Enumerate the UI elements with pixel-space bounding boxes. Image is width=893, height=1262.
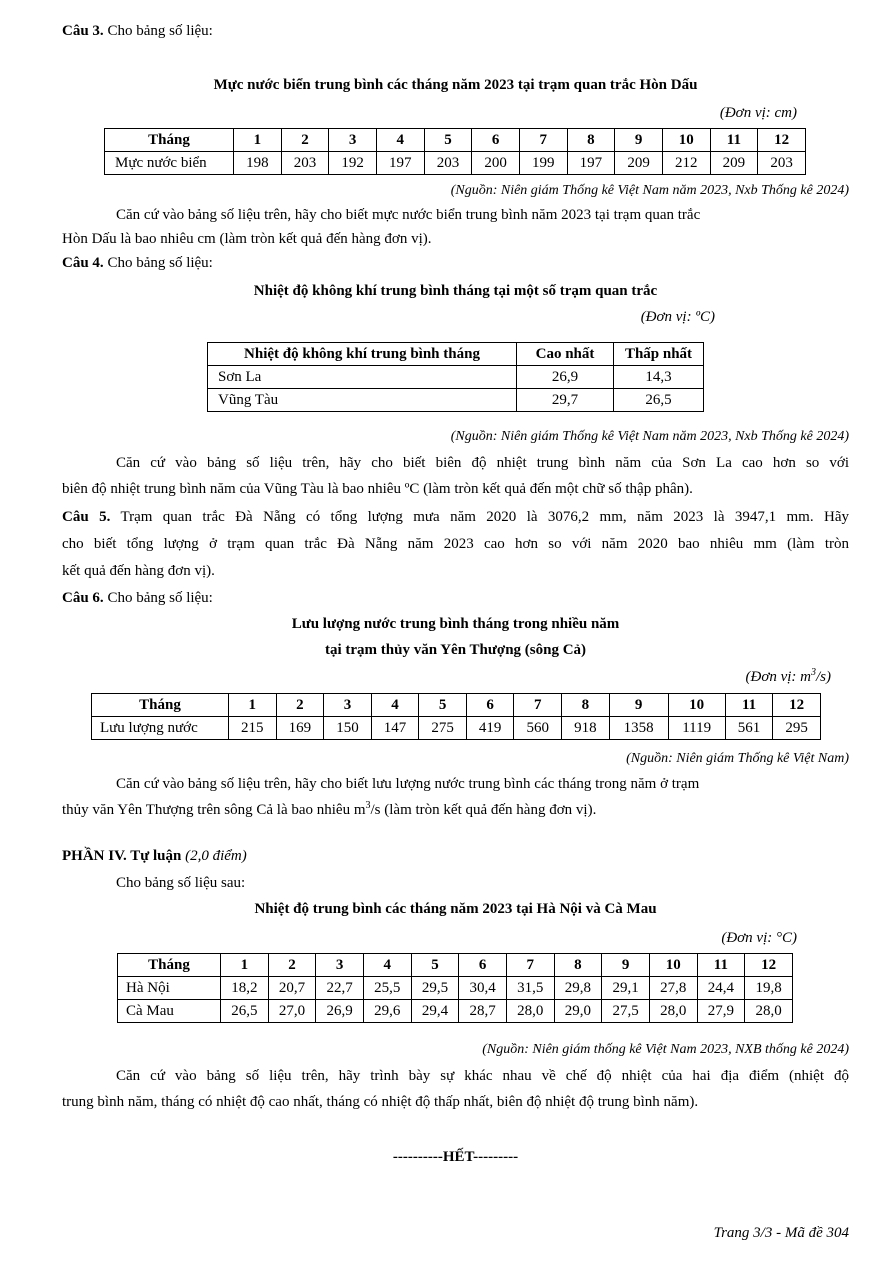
month-header: 5 [424, 129, 472, 152]
page-footer: Trang 3/3 - Mã đề 304 [713, 1225, 849, 1241]
table-cell: 26,5 [221, 1000, 269, 1023]
month-header: 9 [615, 129, 663, 152]
month-header: 5 [419, 694, 467, 717]
month-header: 1 [221, 954, 269, 977]
table-cell: 209 [615, 152, 663, 175]
table-cell: 28,7 [459, 1000, 507, 1023]
q3-intro: Cho bảng số liệu: [107, 23, 213, 39]
month-header: 9 [609, 694, 668, 717]
q4-table [207, 342, 704, 412]
table-cell: 203 [281, 152, 329, 175]
q5-line2: cho biết tổng lượng ở trạm quan trắc Đà Nẵng năm 2023 cao hơn so với năm 2020 bao nhiêu mm (làm tròn [62, 536, 849, 552]
q4-row-vungtau [208, 389, 704, 412]
q4-header-row [208, 343, 704, 366]
q3-title: Mực nước biển trung bình các tháng năm 2023 tại trạm quan trắc Hòn Dấu [213, 77, 698, 93]
q5-text1: Trạm quan trắc Đà Nẵng có tổng lượng mưa năm 2020 là 3076,2 mm, năm 2023 là 3947,1 mm. Hãy [120, 509, 849, 525]
table-cell: 1358 [609, 717, 668, 740]
part4-unit: (Đơn vị: °C) [721, 930, 797, 946]
table-cell: 192 [329, 152, 377, 175]
part4-header-label: Tháng [118, 954, 221, 977]
table-cell: 29,6 [363, 1000, 411, 1023]
table-cell: 197 [567, 152, 615, 175]
q3-label: Câu 3. [62, 23, 104, 39]
part4-label: PHẦN IV. Tự luận [62, 848, 182, 864]
part4-source: (Nguồn: Niên giám thống kê Việt Nam 2023, NXB thống kê 2024) [482, 1042, 849, 1057]
month-header: 5 [411, 954, 459, 977]
q4-row-low: 14,3 [614, 366, 704, 389]
month-header: 8 [554, 954, 602, 977]
q6-title-line1: Lưu lượng nước trung bình tháng trong nhiều năm [291, 616, 620, 632]
q6-value-row [92, 717, 821, 740]
q4-unit: (Đơn vị: ºC) [640, 309, 715, 325]
month-header: 4 [371, 694, 419, 717]
month-header: 11 [725, 694, 773, 717]
q6-question-line1: Căn cứ vào bảng số liệu trên, hãy cho biết lưu lượng nước trung bình các tháng trong năm ở trạm [116, 776, 700, 792]
month-header: 11 [697, 954, 745, 977]
q5-line3: kết quả đến hàng đơn vị). [62, 563, 215, 579]
q4-label: Câu 4. [62, 255, 104, 271]
table-cell: 198 [234, 152, 282, 175]
month-header: 8 [562, 694, 610, 717]
month-header: 11 [710, 129, 758, 152]
q4-question-line1: Căn cứ vào bảng số liệu trên, hãy cho biết biên độ nhiệt trung bình năm của Sơn La cao hơn so với [116, 455, 849, 471]
table-cell: 28,0 [506, 1000, 554, 1023]
q5-label: Câu 5. [62, 509, 111, 525]
part4-question-line2: trung bình năm, tháng có nhiệt độ cao nhất, tháng có nhiệt độ thấp nhất, biên độ nhiệt độ trung bình năm). [62, 1094, 699, 1110]
table-cell: 203 [424, 152, 472, 175]
table-cell: 28,0 [745, 1000, 793, 1023]
month-header: 12 [745, 954, 793, 977]
table-cell: 29,1 [602, 977, 650, 1000]
table-cell: 27,9 [697, 1000, 745, 1023]
q6-header-row [92, 694, 821, 717]
month-header: 8 [567, 129, 615, 152]
table-cell: 212 [662, 152, 710, 175]
table-cell: 26,9 [316, 1000, 364, 1023]
q4-question-line2: biên độ nhiệt trung bình năm của Vũng Tàu là bao nhiêu ºC (làm tròn kết quả đến một chữ số thập phân). [62, 481, 693, 497]
table-cell: 203 [758, 152, 806, 175]
table-cell: 561 [725, 717, 773, 740]
q4-title: Nhiệt độ không khí trung bình tháng tại một số trạm quan trắc [253, 283, 658, 299]
table-cell: 29,4 [411, 1000, 459, 1023]
q6-row-label: Lưu lượng nước [92, 717, 229, 740]
table-cell: 30,4 [459, 977, 507, 1000]
month-header: 2 [281, 129, 329, 152]
q3-question-line2: Hòn Dấu là bao nhiêu cm (làm tròn kết quả đến hàng đơn vị). [62, 231, 432, 247]
month-header: 7 [519, 129, 567, 152]
table-cell: 22,7 [316, 977, 364, 1000]
table-cell: 27,8 [649, 977, 697, 1000]
q6-table [91, 693, 821, 740]
q3-header-row [105, 129, 806, 152]
part4-row-hanoi [118, 977, 793, 1000]
table-cell: 19,8 [745, 977, 793, 1000]
table-cell: 29,5 [411, 977, 459, 1000]
table-cell: 147 [371, 717, 419, 740]
q6-header-label: Tháng [92, 694, 229, 717]
q4-header-high: Cao nhất [517, 343, 614, 366]
part4-table [117, 953, 793, 1023]
table-cell: 27,0 [268, 1000, 316, 1023]
month-header: 7 [514, 694, 562, 717]
month-header: 3 [316, 954, 364, 977]
q3-header-label: Tháng [105, 129, 234, 152]
month-header: 2 [276, 694, 324, 717]
table-cell: 20,7 [268, 977, 316, 1000]
part4-row-name: Hà Nội [118, 977, 221, 1000]
table-cell: 1119 [668, 717, 725, 740]
q6-question-line2: thủy văn Yên Thượng trên sông Cả là bao nhiêu $m^3/s$ (làm tròn kết quả đến hàng đơn vị). [62, 800, 597, 818]
q3-intro-line [62, 20, 849, 42]
table-cell: 25,5 [363, 977, 411, 1000]
month-header: 10 [668, 694, 725, 717]
q4-source: (Nguồn: Niên giám Thống kê Việt Nam năm 2023, Nxb Thống kê 2024) [450, 429, 849, 444]
month-header: 12 [758, 129, 806, 152]
month-header: 7 [506, 954, 554, 977]
part4-row-name: Cà Mau [118, 1000, 221, 1023]
table-cell: 275 [419, 717, 467, 740]
month-header: 12 [773, 694, 821, 717]
table-cell: 209 [710, 152, 758, 175]
q6-intro: Cho bảng số liệu: [107, 590, 213, 606]
q3-table [104, 128, 806, 175]
month-header: 6 [466, 694, 514, 717]
month-header: 3 [329, 129, 377, 152]
q4-row-name: Sơn La [208, 366, 517, 389]
part4-question-line1: Căn cứ vào bảng số liệu trên, hãy trình bày sự khác nhau về chế độ nhiệt của hai địa điểm (nhiệt độ [116, 1068, 849, 1084]
table-cell: 197 [376, 152, 424, 175]
table-cell: 29,8 [554, 977, 602, 1000]
table-cell: 215 [229, 717, 277, 740]
q4-row-low: 26,5 [614, 389, 704, 412]
q3-unit: (Đơn vị: cm) [719, 105, 797, 121]
q4-row-name: Vũng Tàu [208, 389, 517, 412]
month-header: 6 [472, 129, 520, 152]
month-header: 1 [234, 129, 282, 152]
q6-label: Câu 6. [62, 590, 104, 606]
month-header: 2 [268, 954, 316, 977]
part4-header-row [118, 954, 793, 977]
q3-value-row [105, 152, 806, 175]
q3-source: (Nguồn: Niên giám Thống kê Việt Nam năm 2023, Nxb Thống kê 2024) [450, 183, 849, 198]
q4-intro: Cho bảng số liệu: [107, 255, 213, 271]
q6-unit: (Đơn vị: $m^3/s$) [745, 667, 831, 685]
q6-intro-line [62, 587, 849, 609]
table-cell: 29,0 [554, 1000, 602, 1023]
table-cell: 27,5 [602, 1000, 650, 1023]
q3-question-line1: Căn cứ vào bảng số liệu trên, hãy cho biết mực nước biển trung bình năm 2023 tại trạm quan trắc [116, 207, 701, 223]
q6-source: (Nguồn: Niên giám Thống kê Việt Nam) [626, 751, 849, 766]
q4-header-low: Thấp nhất [614, 343, 704, 366]
table-cell: 28,0 [649, 1000, 697, 1023]
part4-points: (2,0 điểm) [185, 848, 247, 864]
q4-header-name: Nhiệt độ không khí trung bình tháng [208, 343, 517, 366]
month-header: 4 [363, 954, 411, 977]
part4-row-camau [118, 1000, 793, 1023]
month-header: 9 [602, 954, 650, 977]
table-cell: 24,4 [697, 977, 745, 1000]
end-mark: ----------HẾT--------- [392, 1149, 519, 1165]
q6-title-line2: tại trạm thủy văn Yên Thượng (sông Cả) [324, 642, 587, 658]
table-cell: 295 [773, 717, 821, 740]
q5-line1 [62, 506, 849, 528]
table-cell: 560 [514, 717, 562, 740]
q4-row-high: 26,9 [517, 366, 614, 389]
q4-row-high: 29,7 [517, 389, 614, 412]
month-header: 3 [324, 694, 372, 717]
table-cell: 918 [562, 717, 610, 740]
month-header: 6 [459, 954, 507, 977]
q4-row-sonla [208, 366, 704, 389]
table-cell: 18,2 [221, 977, 269, 1000]
month-header: 10 [662, 129, 710, 152]
table-cell: 199 [519, 152, 567, 175]
table-cell: 200 [472, 152, 520, 175]
part4-heading [62, 845, 849, 867]
table-cell: 31,5 [506, 977, 554, 1000]
part4-title: Nhiệt độ trung bình các tháng năm 2023 tại Hà Nội và Cà Mau [254, 901, 657, 917]
month-header: 1 [229, 694, 277, 717]
month-header: 10 [649, 954, 697, 977]
q4-intro-line [62, 252, 849, 274]
table-cell: 419 [466, 717, 514, 740]
q3-row-label: Mực nước biển [105, 152, 234, 175]
month-header: 4 [376, 129, 424, 152]
table-cell: 169 [276, 717, 324, 740]
part4-intro: Cho bảng số liệu sau: [116, 875, 246, 891]
table-cell: 150 [324, 717, 372, 740]
